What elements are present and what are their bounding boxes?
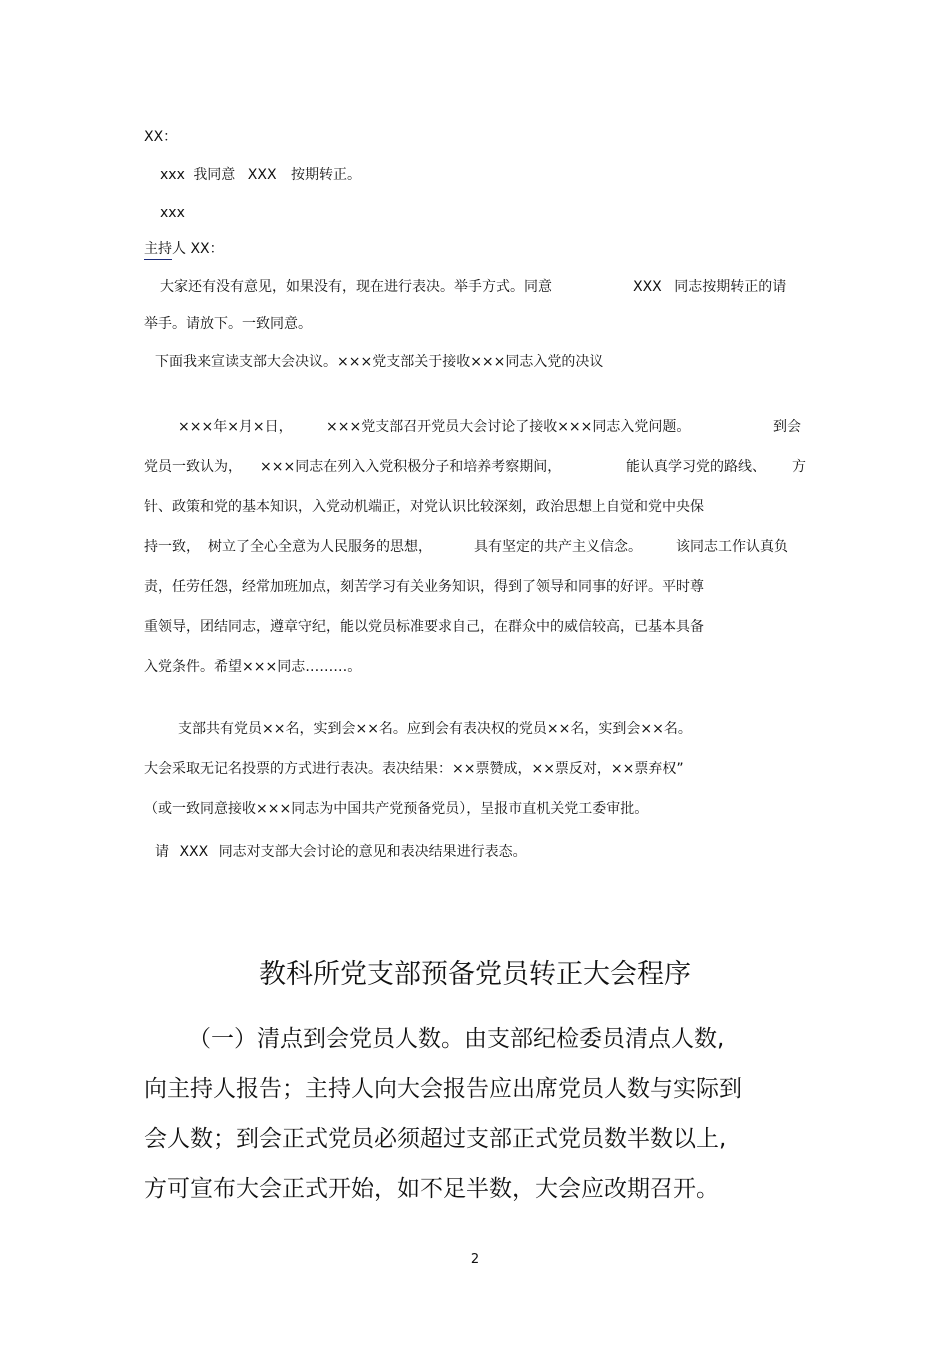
text: 同志对支部大会讨论的意见和表决结果进行表态。 [218,844,527,860]
text: XXX [247,167,277,183]
text: 树立了全心全意为人民服务的思想， [208,539,432,555]
text: 入党条件。希望×××同志………。 [144,659,362,675]
text: 按期转正。 [291,167,361,183]
text-line [160,166,361,184]
text-line [260,458,561,476]
text: XXX [633,279,662,295]
text: XXX [179,844,209,860]
page-number: 2 [470,1252,480,1267]
text: 方 [792,459,806,475]
text: 请 [155,844,169,860]
text: ×××年×月×日， [178,419,293,435]
text: 支部共有党员××名，实到会××名。应到会有表决权的党员××名，实到会××名。 [178,721,692,737]
text: 主持 [144,240,172,260]
text: 举手。请放下。一致同意。 [144,316,312,332]
text-line [144,618,704,636]
text: 大家还有没有意见，如果没有，现在进行表决。举手方式。同意 [160,279,552,295]
text: xxx [160,167,185,183]
text: 该同志工作认真负 [676,539,788,555]
text-line [178,418,293,436]
text-line [178,720,692,738]
host-label [144,240,224,260]
text-line [155,843,527,861]
text-line [155,353,603,371]
text-line [474,538,642,556]
text: 人 XX： [172,241,224,257]
text-line [676,538,788,556]
text: 具有坚定的共产主义信念。 [474,539,642,555]
text: 大会采取无记名投票的方式进行表决。表决结果：××票赞成，××票反对，××票弃权” [144,761,684,777]
text: xxx [160,205,185,221]
text: 能认真学习党的路线、 [626,459,766,475]
body-line: 会人数；到会正式党员必须超过支部正式党员数半数以上, [144,1126,727,1152]
text-line [326,418,690,436]
text-line [208,538,432,556]
text-line [633,278,786,296]
text-line [144,800,648,818]
text-line [626,458,766,476]
text: 同志按期转正的请 [674,279,787,295]
text: 责，任劳任怨，经常加班加点，刻苦学习有关业务知识，得到了领导和同事的好评。平时尊 [144,579,704,595]
text: 到会 [773,419,801,435]
text: XX： [144,129,178,145]
body-line: 向主持人报告；主持人向大会报告应出席党员人数与实际到 [144,1076,742,1102]
text-line [144,498,704,516]
text: 针、政策和党的基本知识，入党动机端正，对党认识比较深刻，政治思想上自觉和党中央保 [144,499,704,515]
speaker-label [144,128,177,146]
body-line: 方可宣布大会正式开始，如不足半数，大会应改期召开。 [144,1176,719,1202]
text-line [792,458,806,476]
text-line [160,278,552,296]
text: 下面我来宣读支部大会决议。×××党支部关于接收×××同志入党的决议 [155,354,604,370]
text-line [144,760,684,778]
section-title: 教科所党支部预备党员转正大会程序 [259,959,691,990]
text-line [773,418,801,436]
text: （或一致同意接收×××同志为中国共产党预备党员），呈报市直机关党工委审批。 [144,801,649,817]
text-line [144,315,312,333]
text: 重领导，团结同志，遵章守纪，能以党员标准要求自己，在群众中的威信较高，已基本具备 [144,619,704,635]
text: ×××党支部召开党员大会讨论了接收×××同志入党问题。 [326,419,691,435]
text-line [144,538,200,556]
text: 党员一致认为， [144,459,242,475]
text-line [144,658,361,676]
text: ×××同志在列入入党积极分子和培养考察期间， [260,459,562,475]
text-line [144,578,704,596]
text-line [160,204,185,222]
text-line [144,458,242,476]
body-line: （一）清点到会党员人数。由支部纪检委员清点人数, [188,1026,725,1052]
text: 我同意 [193,167,236,183]
text: 持一致， [144,539,200,555]
